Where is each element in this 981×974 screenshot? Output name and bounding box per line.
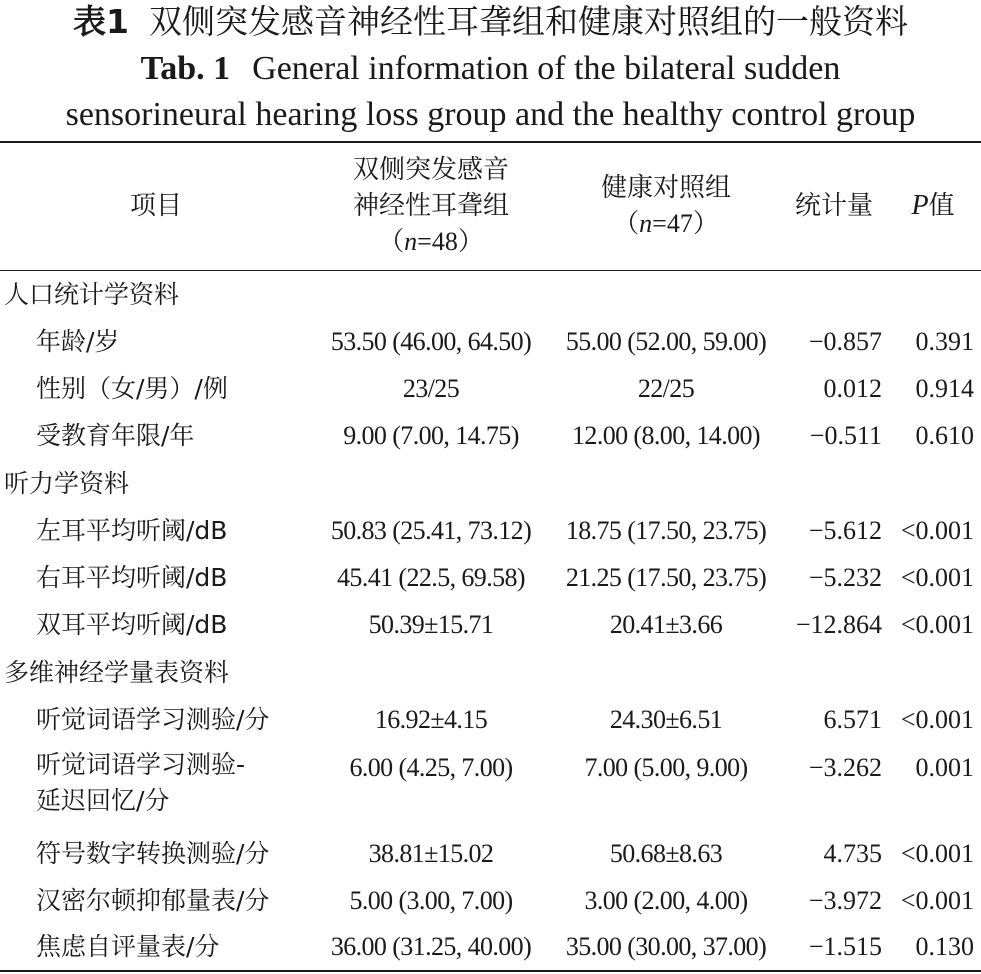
table-row (0, 745, 981, 821)
chinese-table-label: 表1 (73, 2, 129, 41)
section-title-row (0, 461, 981, 507)
english-caption-line-2 (0, 92, 981, 138)
row-group2-value: 12.00 (8.00, 14.00) (572, 421, 760, 450)
row-group1-value: 6.00 (4.25, 7.00) (349, 753, 513, 782)
header-group1-line1: 双侧突发感音 (352, 155, 509, 185)
row-group2-value: 50.68±8.63 (609, 839, 723, 868)
row-item: 听觉词语学习测验/分 (36, 705, 270, 734)
row-statistic: −3.262 (808, 753, 882, 782)
row-p-value: <0.001 (900, 516, 974, 545)
table-row (0, 319, 981, 365)
row-item-line2: 延迟回忆/分 (36, 786, 170, 815)
row-statistic: −12.864 (795, 610, 882, 639)
header-group1 (318, 152, 544, 260)
row-item: 年龄/岁 (36, 327, 120, 356)
section-title-row (0, 272, 981, 318)
table-row (0, 508, 981, 554)
header-group2-line1: 健康对照组 (600, 173, 731, 203)
row-statistic: 0.012 (823, 374, 882, 403)
row-statistic: −0.511 (809, 421, 882, 450)
row-group1-value: 36.00 (31.25, 40.00) (330, 932, 532, 961)
section-title-row (0, 650, 981, 696)
row-p-value: <0.001 (900, 610, 974, 639)
table-top-rule (0, 141, 981, 143)
row-statistic: −5.612 (808, 516, 882, 545)
table-row (0, 555, 981, 601)
chinese-caption (0, 0, 981, 44)
header-item (36, 188, 276, 224)
table-bottom-rule (0, 970, 981, 972)
row-group2-value: 7.00 (5.00, 9.00) (584, 753, 748, 782)
row-item: 双耳平均听阈/dB (36, 610, 228, 639)
row-p-value: 0.130 (915, 932, 974, 961)
section-title: 听力学资料 (4, 469, 130, 498)
row-group1-value: 9.00 (7.00, 14.75) (343, 421, 519, 450)
row-group1-value: 23/25 (402, 374, 460, 403)
row-group2-value: 55.00 (52.00, 59.00) (565, 327, 767, 356)
row-group1-value: 38.81±15.02 (368, 839, 494, 868)
english-caption-line-1 (0, 46, 981, 92)
row-group1-value: 45.41 (22.5, 69.58) (337, 563, 525, 592)
row-statistic: −0.857 (808, 327, 882, 356)
row-p-value: <0.001 (900, 705, 974, 734)
row-item: 受教育年限/年 (36, 421, 195, 450)
section-title: 多维神经学量表资料 (4, 658, 230, 687)
row-group2-value: 3.00 (2.00, 4.00) (584, 886, 748, 915)
row-group2-value: 22/25 (637, 374, 695, 403)
row-p-value: <0.001 (900, 839, 974, 868)
row-p-value: <0.001 (900, 563, 974, 592)
table-row (0, 366, 981, 412)
header-group1-n: （n=48） (378, 227, 484, 257)
row-p-value: 0.610 (915, 421, 974, 450)
header-item-label: 项目 (129, 191, 182, 221)
row-statistic: −3.972 (808, 886, 882, 915)
row-group2-value: 24.30±6.51 (609, 705, 723, 734)
table-row (0, 697, 981, 743)
row-item: 符号数字转换测验/分 (36, 839, 270, 868)
header-p-value: P值 (911, 190, 955, 221)
english-table-title-1: General information of the bilateral sudden (252, 50, 841, 87)
row-item: 性别（女/男）/例 (36, 374, 228, 403)
row-group1-value: 50.39±15.71 (368, 610, 494, 639)
table-row (0, 924, 981, 970)
table-row (0, 831, 981, 877)
row-group1-value: 53.50 (46.00, 64.50) (330, 327, 532, 356)
row-group1-value: 16.92±4.15 (374, 705, 488, 734)
row-item-line1: 听觉词语学习测验- (36, 750, 246, 779)
row-group2-value: 35.00 (30.00, 37.00) (565, 932, 767, 961)
row-item: 左耳平均听阈/dB (36, 516, 228, 545)
row-item: 右耳平均听阈/dB (36, 563, 228, 592)
row-statistic: 6.571 (823, 705, 882, 734)
table-row (0, 413, 981, 459)
header-rule (0, 270, 981, 271)
row-group2-value: 21.25 (17.50, 23.75) (565, 563, 767, 592)
header-group1-line2: 神经性耳聋组 (352, 191, 509, 221)
section-title: 人口统计学资料 (4, 280, 180, 309)
row-statistic: 4.735 (823, 839, 882, 868)
row-group1-value: 5.00 (3.00, 7.00) (349, 886, 513, 915)
row-p-value: 0.914 (915, 374, 974, 403)
table-row (0, 602, 981, 648)
row-item (36, 747, 245, 819)
row-p-value: 0.001 (915, 753, 974, 782)
english-table-label: Tab. 1 (140, 50, 231, 87)
english-table-title-2: sensorineural hearing loss group and the healthy control group (65, 96, 916, 133)
row-p-value: <0.001 (900, 886, 974, 915)
row-item: 汉密尔顿抑郁量表/分 (36, 886, 270, 915)
row-group2-value: 20.41±3.66 (609, 610, 723, 639)
row-statistic: −1.515 (808, 932, 882, 961)
row-p-value: 0.391 (915, 327, 974, 356)
header-group2 (552, 170, 780, 242)
row-item: 焦虑自评量表/分 (36, 932, 220, 961)
row-group2-value: 18.75 (17.50, 23.75) (565, 516, 767, 545)
header-statistic: 统计量 (794, 191, 873, 221)
header-group2-n: （n=47） (613, 209, 719, 239)
row-group1-value: 50.83 (25.41, 73.12) (330, 516, 532, 545)
table-row (0, 878, 981, 924)
row-statistic: −5.232 (808, 563, 882, 592)
chinese-table-title: 双侧突发感音神经性耳聋组和健康对照组的一般资料 (148, 2, 908, 41)
